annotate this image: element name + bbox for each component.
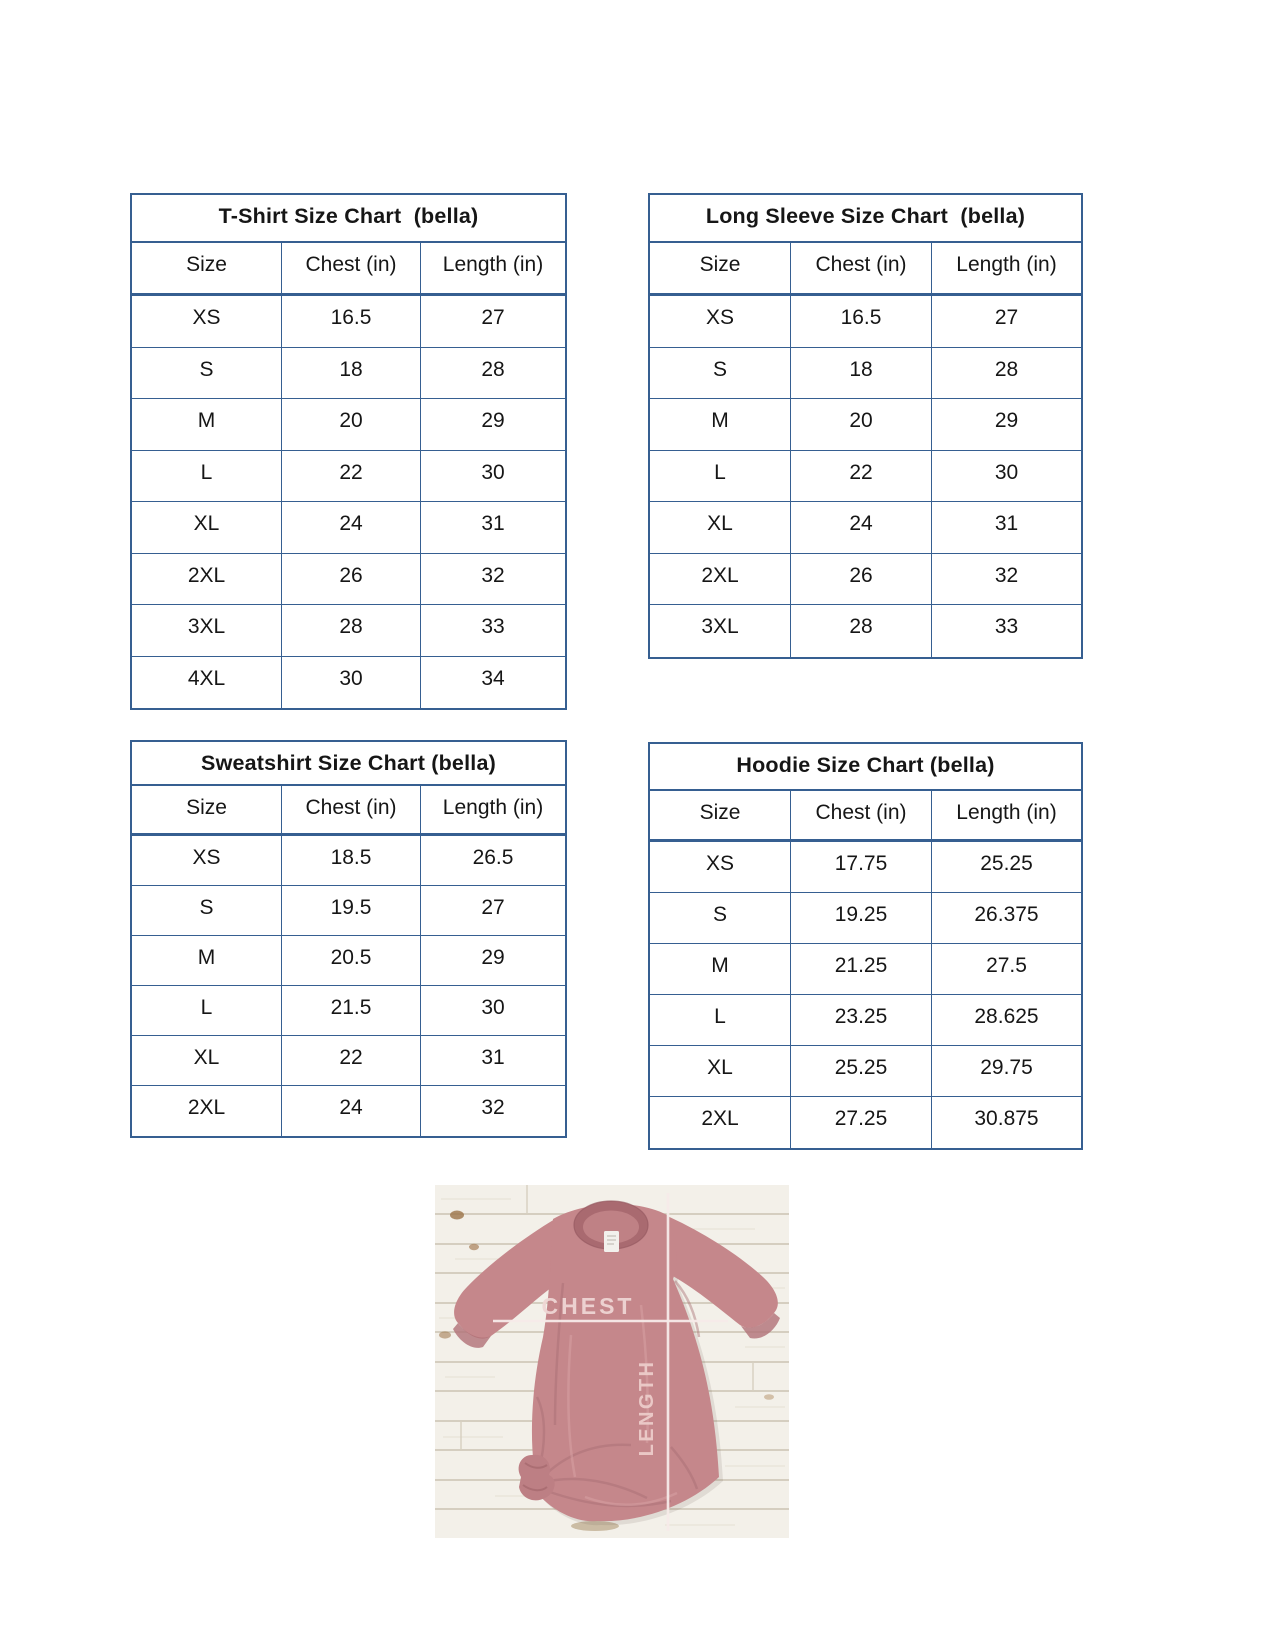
- column-header-chest: Chest (in): [282, 243, 421, 293]
- table-cell: 23.25: [791, 995, 932, 1045]
- table-row: [132, 605, 565, 657]
- table-cell: 2XL: [132, 554, 282, 605]
- table-cell: 26: [282, 554, 421, 605]
- table-row: [650, 995, 1081, 1046]
- table-row: [650, 1046, 1081, 1097]
- table-row: [650, 842, 1081, 893]
- table-cell: 31: [481, 512, 505, 535]
- table-cell: 30: [481, 996, 505, 1019]
- table-cell: 3XL: [650, 605, 791, 657]
- longsleeve-size-table: [648, 193, 1083, 659]
- table-row: [132, 936, 565, 986]
- table-cell: M: [132, 936, 282, 985]
- table-cell: M: [132, 399, 282, 450]
- table-row: [132, 986, 565, 1036]
- table-body: [650, 296, 1081, 657]
- table-cell: 30: [282, 657, 421, 709]
- table-title: T-Shirt Size Chart (bella): [132, 195, 565, 243]
- table-cell: 28: [994, 357, 1019, 381]
- table-row: [650, 348, 1081, 400]
- table-row: [650, 296, 1081, 348]
- column-header-chest: Chest (in): [791, 243, 932, 293]
- table-cell: S: [132, 886, 282, 935]
- table-cell: 4XL: [132, 657, 282, 709]
- table-cell: 30: [994, 460, 1019, 484]
- tshirt-size-table: [130, 193, 567, 710]
- table-header-row: [650, 243, 1081, 296]
- table-cell: 24: [282, 1086, 421, 1136]
- table-cell: 29: [994, 409, 1019, 432]
- table-cell: XS: [132, 836, 282, 885]
- column-header-size: Size: [132, 243, 282, 293]
- table-cell: 19.5: [282, 886, 421, 935]
- table-row: [132, 451, 565, 503]
- table-cell: 32: [481, 1096, 505, 1119]
- table-cell: 24: [282, 502, 421, 553]
- table-row: [132, 554, 565, 606]
- table-cell: 25.25: [791, 1046, 932, 1096]
- hoodie-size-table: [648, 742, 1083, 1150]
- table-title: Hoodie Size Chart (bella): [650, 744, 1081, 791]
- table-cell: XL: [650, 1046, 791, 1096]
- neck-label-tag: [604, 1231, 619, 1252]
- table-cell: 32: [481, 563, 505, 587]
- table-header-row: [650, 791, 1081, 842]
- table-cell: 29: [481, 946, 505, 969]
- column-header-length: Length (in): [442, 253, 544, 276]
- column-header-size: Size: [650, 243, 791, 293]
- table-cell: 22: [282, 451, 421, 502]
- table-cell: XS: [132, 296, 282, 347]
- column-header-length: Length (in): [956, 801, 1057, 824]
- table-row: [132, 348, 565, 400]
- table-body: [132, 296, 565, 708]
- table-cell: 2XL: [650, 554, 791, 605]
- table-cell: 34: [481, 666, 505, 690]
- table-cell: 32: [994, 563, 1019, 587]
- table-body: [132, 836, 565, 1136]
- table-cell: S: [132, 348, 282, 399]
- table-cell: 21.5: [282, 986, 421, 1035]
- table-cell: 16.5: [282, 296, 421, 347]
- table-cell: XS: [650, 296, 791, 347]
- table-cell: 29.75: [980, 1056, 1033, 1079]
- table-cell: S: [650, 893, 791, 943]
- column-header-chest: Chest (in): [282, 786, 421, 833]
- table-row: [132, 1036, 565, 1086]
- table-cell: 27: [481, 896, 505, 919]
- table-cell: 16.5: [791, 296, 932, 347]
- table-cell: 28: [481, 357, 505, 381]
- column-header-length: Length (in): [442, 796, 544, 819]
- table-cell: S: [650, 348, 791, 399]
- table-cell: XL: [132, 502, 282, 553]
- table-cell: 31: [481, 1046, 505, 1069]
- table-cell: 20: [791, 399, 932, 450]
- table-cell: 25.25: [980, 852, 1033, 875]
- table-cell: L: [650, 451, 791, 502]
- table-cell: 26: [791, 554, 932, 605]
- table-cell: 33: [994, 615, 1019, 638]
- table-cell: 20.5: [282, 936, 421, 985]
- shirt-measurement-graphic: [435, 1185, 789, 1538]
- table-cell: 28: [282, 605, 421, 656]
- table-cell: 18: [282, 348, 421, 399]
- table-row: [650, 893, 1081, 944]
- table-row: [650, 1097, 1081, 1148]
- table-row: [650, 944, 1081, 995]
- table-row: [132, 836, 565, 886]
- table-cell: L: [132, 451, 282, 502]
- table-row: [132, 502, 565, 554]
- table-cell: 22: [282, 1036, 421, 1085]
- table-row: [132, 886, 565, 936]
- table-cell: 30: [481, 460, 505, 484]
- table-cell: 28.625: [974, 1005, 1039, 1028]
- table-cell: 18.5: [282, 836, 421, 885]
- column-header-size: Size: [132, 786, 282, 833]
- table-cell: 24: [791, 502, 932, 553]
- table-title: Sweatshirt Size Chart (bella): [132, 742, 565, 786]
- table-cell: 29: [481, 409, 505, 432]
- table-cell: 28: [791, 605, 932, 657]
- table-row: [132, 399, 565, 451]
- table-row: [650, 605, 1081, 657]
- table-cell: 17.75: [791, 842, 932, 892]
- table-row: [132, 1086, 565, 1136]
- table-cell: 26.5: [472, 846, 514, 869]
- table-body: [650, 842, 1081, 1148]
- table-cell: 27.5: [986, 954, 1027, 977]
- table-row: [650, 399, 1081, 451]
- table-header-row: [132, 243, 565, 296]
- table-cell: XS: [650, 842, 791, 892]
- table-cell: 3XL: [132, 605, 282, 656]
- column-header-length: Length (in): [956, 253, 1057, 276]
- table-cell: 2XL: [650, 1097, 791, 1148]
- table-cell: L: [650, 995, 791, 1045]
- length-label: LENGTH: [636, 1359, 658, 1457]
- table-cell: 27: [994, 306, 1019, 329]
- table-title: Long Sleeve Size Chart (bella): [650, 195, 1081, 243]
- sweatshirt-size-table: [130, 740, 567, 1138]
- column-header-chest: Chest (in): [791, 791, 932, 839]
- table-cell: M: [650, 399, 791, 450]
- table-cell: 19.25: [791, 893, 932, 943]
- table-cell: 27.25: [791, 1097, 932, 1148]
- table-row: [650, 502, 1081, 554]
- column-header-size: Size: [650, 791, 791, 839]
- table-cell: 33: [481, 615, 505, 638]
- table-cell: 20: [282, 399, 421, 450]
- table-cell: 22: [791, 451, 932, 502]
- table-cell: 21.25: [791, 944, 932, 994]
- table-cell: 31: [994, 512, 1019, 535]
- table-cell: 2XL: [132, 1086, 282, 1136]
- table-row: [132, 657, 565, 709]
- chest-label: CHEST: [541, 1293, 635, 1319]
- table-cell: L: [132, 986, 282, 1035]
- table-row: [650, 451, 1081, 503]
- table-cell: XL: [650, 502, 791, 553]
- table-cell: 27: [481, 306, 505, 329]
- table-cell: 18: [791, 348, 932, 399]
- table-header-row: [132, 786, 565, 836]
- table-cell: 26.375: [974, 903, 1039, 926]
- shirt-measurement-image: [435, 1185, 789, 1538]
- table-cell: XL: [132, 1036, 282, 1085]
- table-row: [650, 554, 1081, 606]
- table-row: [132, 296, 565, 348]
- table-cell: 30.875: [974, 1107, 1039, 1130]
- table-cell: M: [650, 944, 791, 994]
